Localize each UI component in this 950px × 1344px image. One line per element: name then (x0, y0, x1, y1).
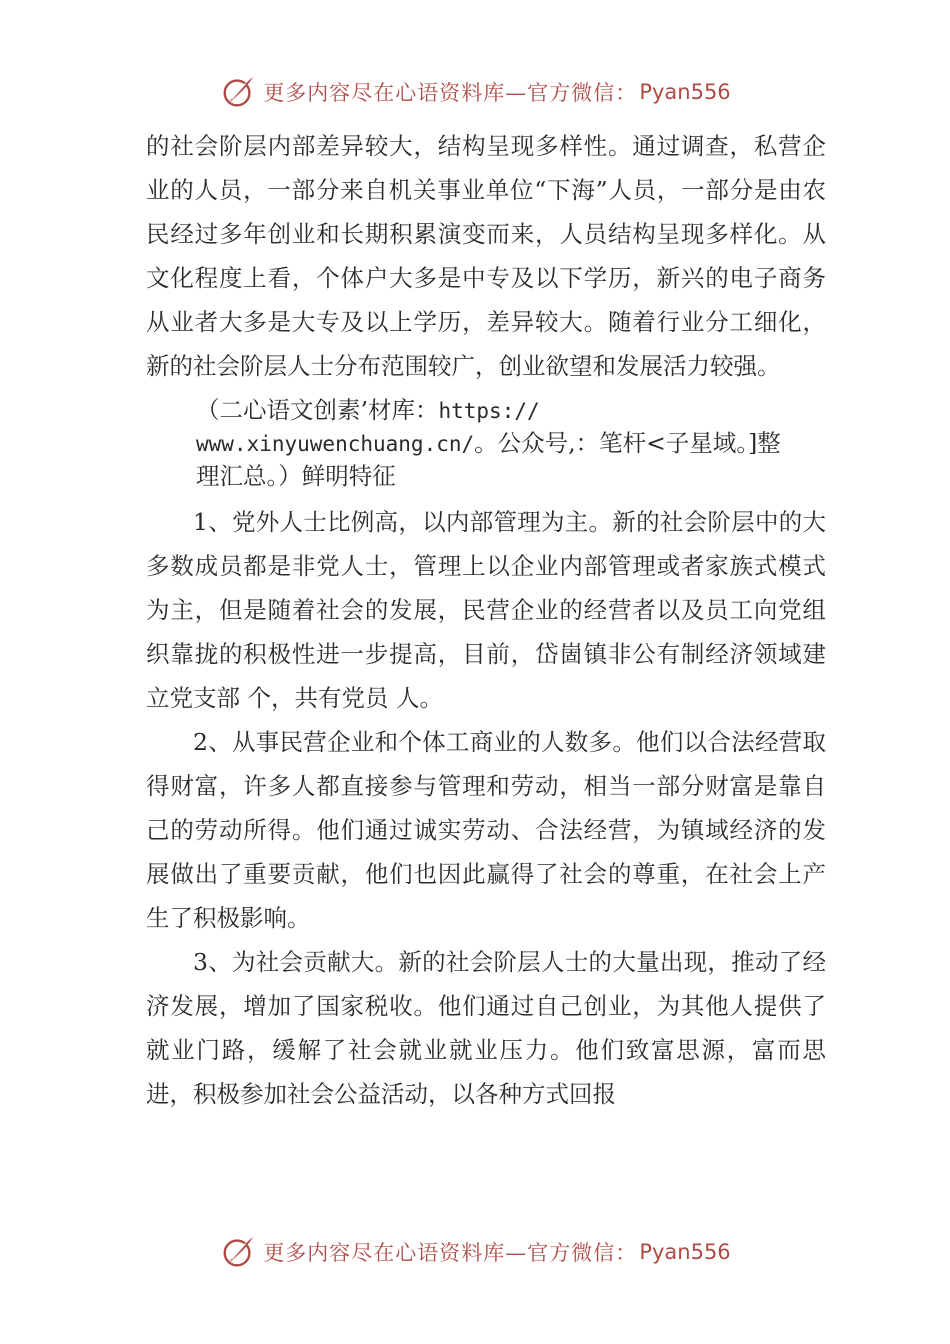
paragraph-point-1: 1、党外人士比例高，以内部管理为主。新的社会阶层中的大多数成员都是非党人士，管理上以企业内部管理或者家族式模式为主，但是随着社会的发展，民营企业的经营者以及员工向党组织靠拢的积极性进一步提高，目前，岱崮镇非公有制经济领域建立党支部 个，共有党员 人。 (146, 508, 826, 712)
document-body (146, 124, 826, 1116)
quill-circle-logo-icon (219, 73, 257, 111)
quill-circle-logo-icon (219, 1233, 257, 1271)
source-url-scheme: https:// (438, 399, 540, 423)
paragraph-point-2: 2、从事民营企业和个体工商业的人数多。他们以合法经营取得财富，许多人都直接参与管理和劳动，相当一部分财富是靠自己的劳动所得。他们通过诚实劳动、合法经营，为镇域经济的发展做出了重要贡献，他们也因此赢得了社会的尊重，在社会上产生了积极影响。 (146, 728, 826, 932)
paragraph-point-3: 3、为社会贡献大。新的社会阶层人士的大量出现，推动了经济发展，增加了国家税收。他们通过自己创业，为其他人提供了就业门路，缓解了社会就业就业压力。他们致富思源，富而思进，积极参加社会公益活动，以各种方式回报 (146, 948, 826, 1108)
section-heading: 理汇总。）鲜明特征 (196, 462, 396, 490)
source-note-prefix: （二心语文创素’材库： (196, 396, 439, 424)
footer-banner (0, 1230, 950, 1274)
source-note-line2 (196, 427, 826, 460)
header-wechat-id: Pyan556 (639, 80, 731, 104)
paragraph-intro: 的社会阶层内部差异较大，结构呈现多样性。通过调查，私营企业的人员，一部分来自机关事业单位“下海”人员，一部分是由农民经过多年创业和长期积累演变而来，人员结构呈现多样化。从文化程度上看，个体户大多是中专及以下学历，新兴的电子商务从业者大多是大专及以上学历，差异较大。随着行业分工细化，新的社会阶层人士分布范围较广，创业欲望和发展活力较强。 (146, 132, 826, 380)
header-banner (0, 70, 950, 114)
footer-banner-text: 更多内容尽在心语资料库—官方微信： (263, 1241, 638, 1265)
source-note-account: 。公众号,：笔杆<子星域。]整 (474, 429, 781, 457)
source-url-domain: www.xinyuwenchuang.cn/ (196, 432, 475, 456)
source-note-line1 (196, 394, 826, 427)
header-banner-text: 更多内容尽在心语资料库—官方微信： (263, 81, 638, 105)
footer-wechat-id: Pyan556 (639, 1240, 731, 1264)
source-note (146, 388, 826, 500)
